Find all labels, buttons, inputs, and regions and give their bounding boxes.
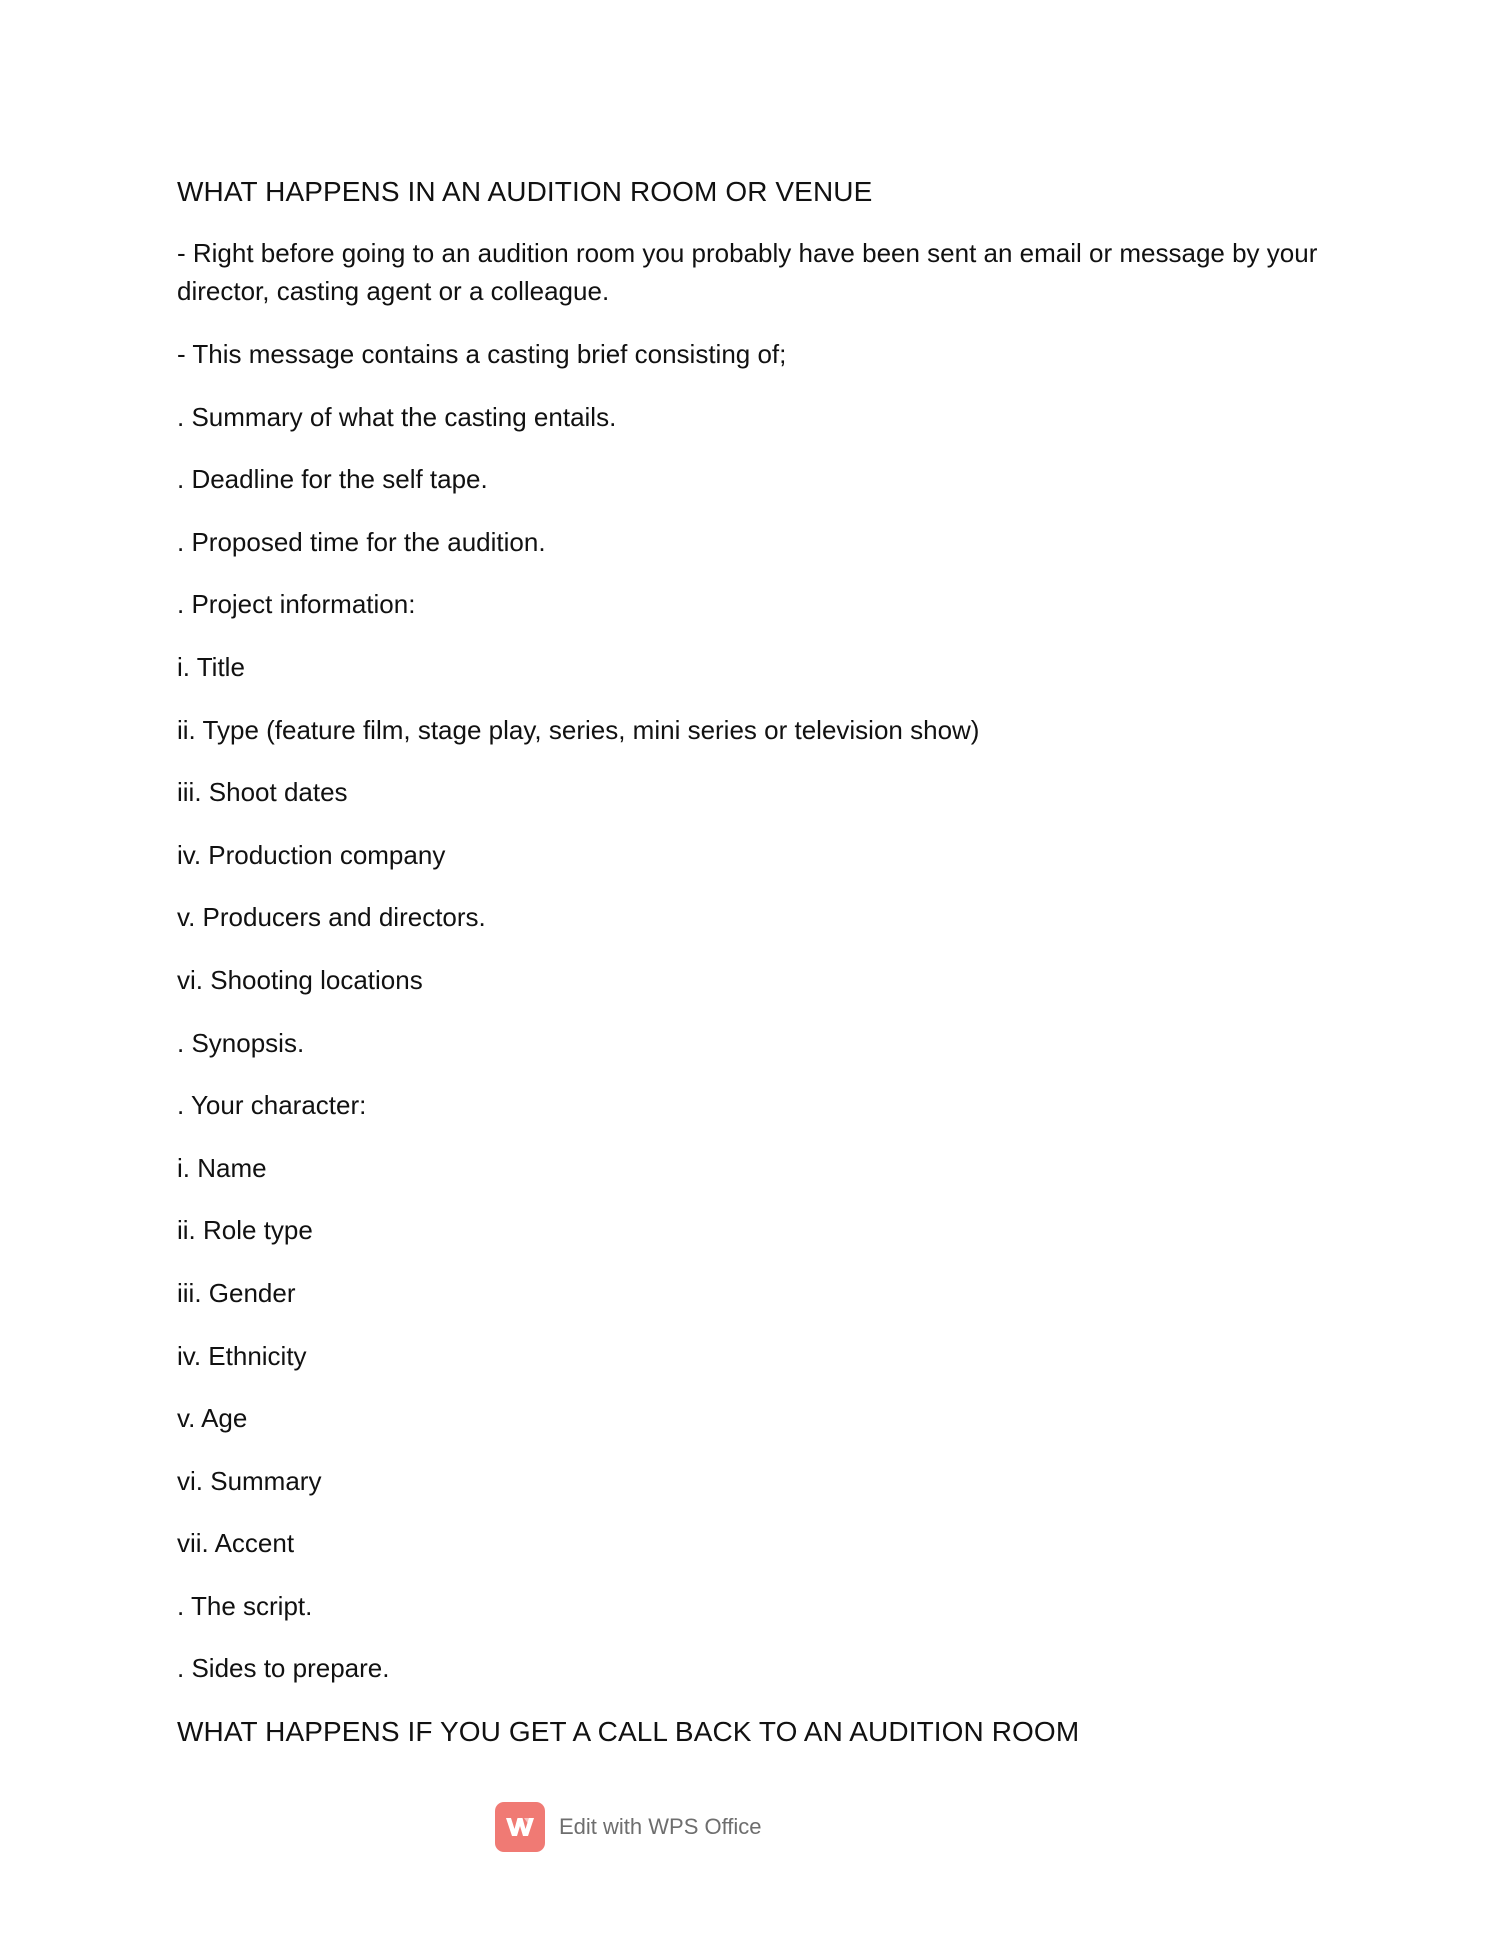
list-item: iii. Shoot dates [177, 777, 348, 808]
list-item: ii. Role type [177, 1215, 313, 1246]
list-item: iv. Ethnicity [177, 1340, 307, 1371]
list-item: v. Producers and directors. [177, 902, 486, 933]
list-item: . Your character: [177, 1090, 367, 1121]
list-item: i. Name [177, 1152, 267, 1183]
wps-logo-icon [495, 1802, 545, 1852]
intro-paragraph: - Right before going to an audition room you probably have been sent an email or message by your director, casting agent or a colleague. [177, 238, 1318, 306]
document-body [177, 172, 1327, 1752]
list-item: i. Title [177, 651, 245, 682]
list-item: vi. Shooting locations [177, 964, 423, 995]
wps-edit-banner[interactable] [495, 1802, 762, 1852]
list-item: . Sides to prepare. [177, 1653, 390, 1684]
list-item: iv. Production company [177, 839, 446, 870]
list-item: . Project information: [177, 589, 416, 620]
list-item: ii. Type (feature film, stage play, series, mini series or television show) [177, 714, 980, 745]
wps-edit-label[interactable]: Edit with WPS Office [559, 1814, 762, 1839]
section-heading-call-back: WHAT HAPPENS IF YOU GET A CALL BACK TO AN AUDITION ROOM [177, 1716, 1080, 1748]
section-heading-audition-room: WHAT HAPPENS IN AN AUDITION ROOM OR VENUE [177, 176, 873, 207]
list-item: iii. Gender [177, 1277, 296, 1308]
casting-brief-intro: - This message contains a casting brief consisting of; [177, 339, 787, 369]
list-item: . Synopsis. [177, 1027, 305, 1058]
list-item: . Summary of what the casting entails. [177, 401, 617, 432]
list-item: . Deadline for the self tape. [177, 464, 488, 495]
list-item: vii. Accent [177, 1528, 295, 1559]
list-item: . The script. [177, 1590, 313, 1621]
list-item: . Proposed time for the audition. [177, 526, 546, 557]
list-item: vi. Summary [177, 1465, 322, 1496]
list-item: v. Age [177, 1403, 248, 1434]
